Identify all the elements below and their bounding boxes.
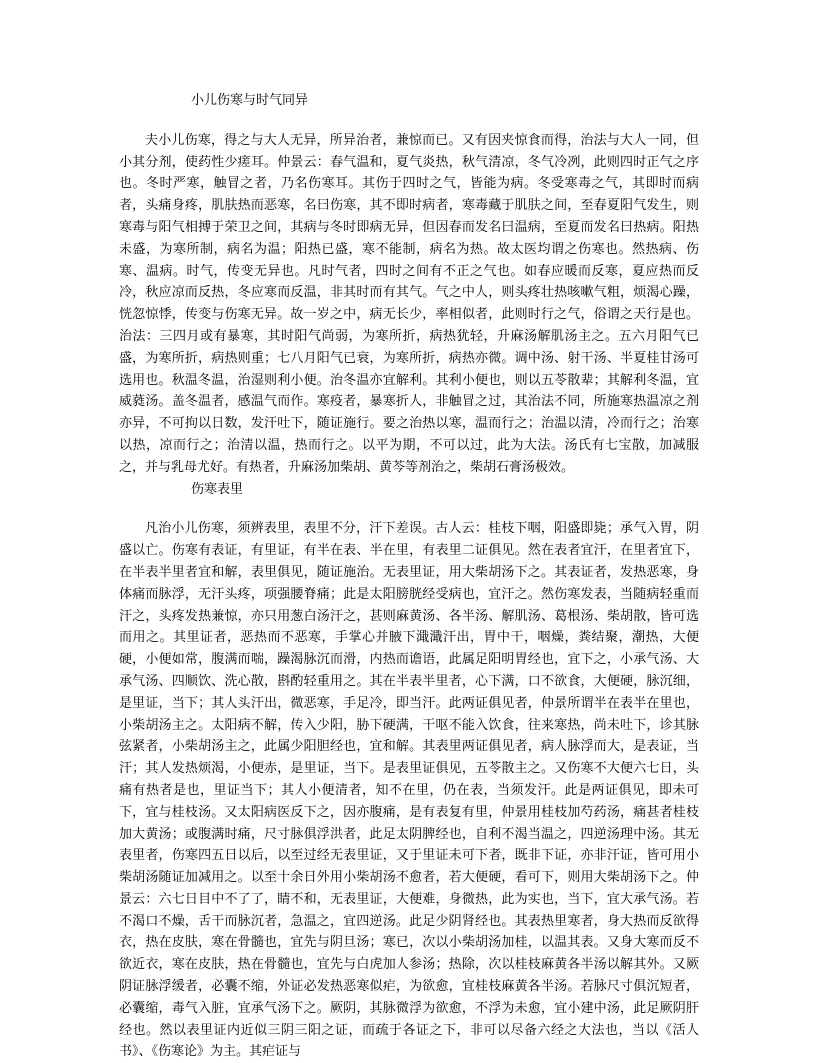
section-title-exterior-interior: 伤寒表里 (191, 481, 244, 497)
spacer (119, 500, 699, 518)
section-title-seasonal-cold: 小儿伤寒与时气同异 (191, 93, 309, 108)
paragraph-exterior-interior: 凡治小儿伤寒，须辨表里，表里不分，汗下差误。古人云：桂枝下咽，阳盛即毙；承气入胃，阴盛以亡。伤寒有表证，有里证，有半在表、半在里，有表里二证俱见。然在表者宜汗，在里者宜下，在半表半里者宜和解，表里俱见，随证施治。无表里证，用大柴胡汤下之。其表证者，发热恶寒，身体痛而脉浮，无汗头疼，项强腰脊痛；此是太阳膀胱经受病也，宜汗之。然伤寒发表，当随病轻重而汗之，头疼发热兼惊，亦只用葱白汤汗之，甚则麻黄汤、各半汤、解肌汤、葛根汤、柴胡散，皆可选而用之。其里证者，恶热而不恶寒，手掌心并腋下濈濈汗出，胃中干，咽燥，粪结聚，潮热，大便硬，小便如常，腹满而喘，躁渴脉沉而滑，内热而谵语，此属足阳明胃经也，宜下之，小承气汤、大承气汤、四顺饮、洗心散，斟酌轻重用之。其在半表半里者，心下满，口不欲食，大便硬，脉沉细，是里证，当下；其人头汗出，微恶寒，手足冷，即当汗。此两证俱见者，仲景所谓半在表半在里也，小柴胡汤主之。太阳病不解，传入少阳，胁下硬满，干呕不能入饮食，往来寒热，尚未吐下，诊其脉弦紧者，小柴胡汤主之，此属少阳胆经也，宜和解。其表里两证俱见者，病人脉浮而大，是表证，当汗；其人发热烦渴，小便赤，是里证，当下。是表里证俱见，五苓散主之。又伤寒不大便六七日，头痛有热者是也，里证当下；其人小便清者，知不在里，仍在表，当须发汗。此是两证俱见，即未可下，宜与桂枝汤。又太阳病医反下之，因亦腹痛，是有表复有里，仲景用桂枝加芍药汤，痛甚者桂枝加大黄汤；或腹满时痛，尺寸脉俱浮洪者，此足太阴脾经也，自利不渴当温之，四逆汤理中汤。其无表里者，伤寒四五日以后，以至过经无表里证，又于里证未可下者，既非下证，亦非汗证，皆可用小柴胡汤随证加减用之。以至十余日外用小柴胡汤不愈者，若大便硬，看可下，则用大柴胡汤下之。仲景云：六七日目中不了了，睛不和，无表里证，大便难，身微热，此为实也，当下，宜大承气汤。若不渴口不燥，舌干而脉沉者，急温之，宜四逆汤。此足少阴肾经也。其表热里寒者，身大热而反欲得衣，热在皮肤，寒在骨髓也，宜先与阴旦汤；寒已，次以小柴胡汤加桂，以温其表。又身大寒而反不欲近衣，寒在皮肤，热在骨髓也，宜先与白虎加人参汤；热除，次以桂枝麻黄各半汤以解其外。又厥阴证脉浮缓者，必囊不缩，外证必发热恶寒似疟，为欲愈，宜桂枝麻黄各半汤。若脉尺寸俱沉短者，必囊缩，毒气入脏，宜承气汤下之。厥阴，其脉微浮为欲愈，不浮为未愈，宜小建中汤，此足厥阴肝经也。然以表里证内近似三阴三阳之证，而疏于各证之下，非可以尽备六经之大法也，当以《活人书》、《伤寒论》为主。其疟证与 (119, 521, 699, 1060)
spacer (119, 112, 699, 130)
document-page (119, 90, 699, 1063)
paragraph-seasonal-cold: 夫小儿伤寒，得之与大人无异，所异治者，兼惊而已。又有因夹惊食而得，治法与大人一同，但小其分剂，使药性少瘥耳。仲景云：春气温和，夏气炎热，秋气清凉，冬气冷冽，此则四时正气之序也。冬时严寒，触冒之者，乃名伤寒耳。其伤于四时之气，皆能为病。冬受寒毒之气，其即时而病者，头痛身疼，肌肤热而恶寒，名曰伤寒，其不即时病者，寒毒藏于肌肤之间，至春夏阳气发生，则寒毒与阳气相搏于荣卫之间，其病与冬时即病无异，但因春而发名曰温病，至夏而发名曰热病。阳热未盛，为寒所制，病名为温；阳热已盛，寒不能制，病名为热。故太医均谓之伤寒也。然热病、伤寒、温病。时气，传变无异也。凡时气者，四时之间有不正之气也。如春应暖而反寒，夏应热而反冷，秋应凉而反热，冬应寒而反温，非其时而有其气。气之中人，则头疼壮热咳嗽气粗，烦渴心躁，恍忽惊悸，传变与伤寒无异。故一岁之中，病无长少，率相似者，此则时行之气，俗谓之天行是也。治法：三四月或有暴寒，其时阳气尚弱，为寒所折，病热犹轻，升麻汤解肌汤主之。五六月阳气已盛，为寒所折，病热则重；七八月阳气已衰，为寒所折，病热亦微。调中汤、射干汤、半夏桂甘汤可选用也。秋温冬温，治湿则利小便。治冬温亦宜解利。其利小便也，则以五苓散辈；其解利冬温，宜威蕤汤。盖冬温者，感温气而作。寒疫者，暴寒折人，非触冒之过，其治法不同，所施寒热温凉之剂亦异，不可拘以日数，发汗吐下，随证施行。要之治热以寒，温而行之；治温以清，冷而行之；治寒以热，凉而行之；治清以温，热而行之。以平为期，不可以过，此为大法。汤氏有七宝散，加减服之，并与乳母尤好。有热者，升麻汤加柴胡、黄芩等剂治之，柴胡石膏汤极效。 (119, 132, 699, 475)
